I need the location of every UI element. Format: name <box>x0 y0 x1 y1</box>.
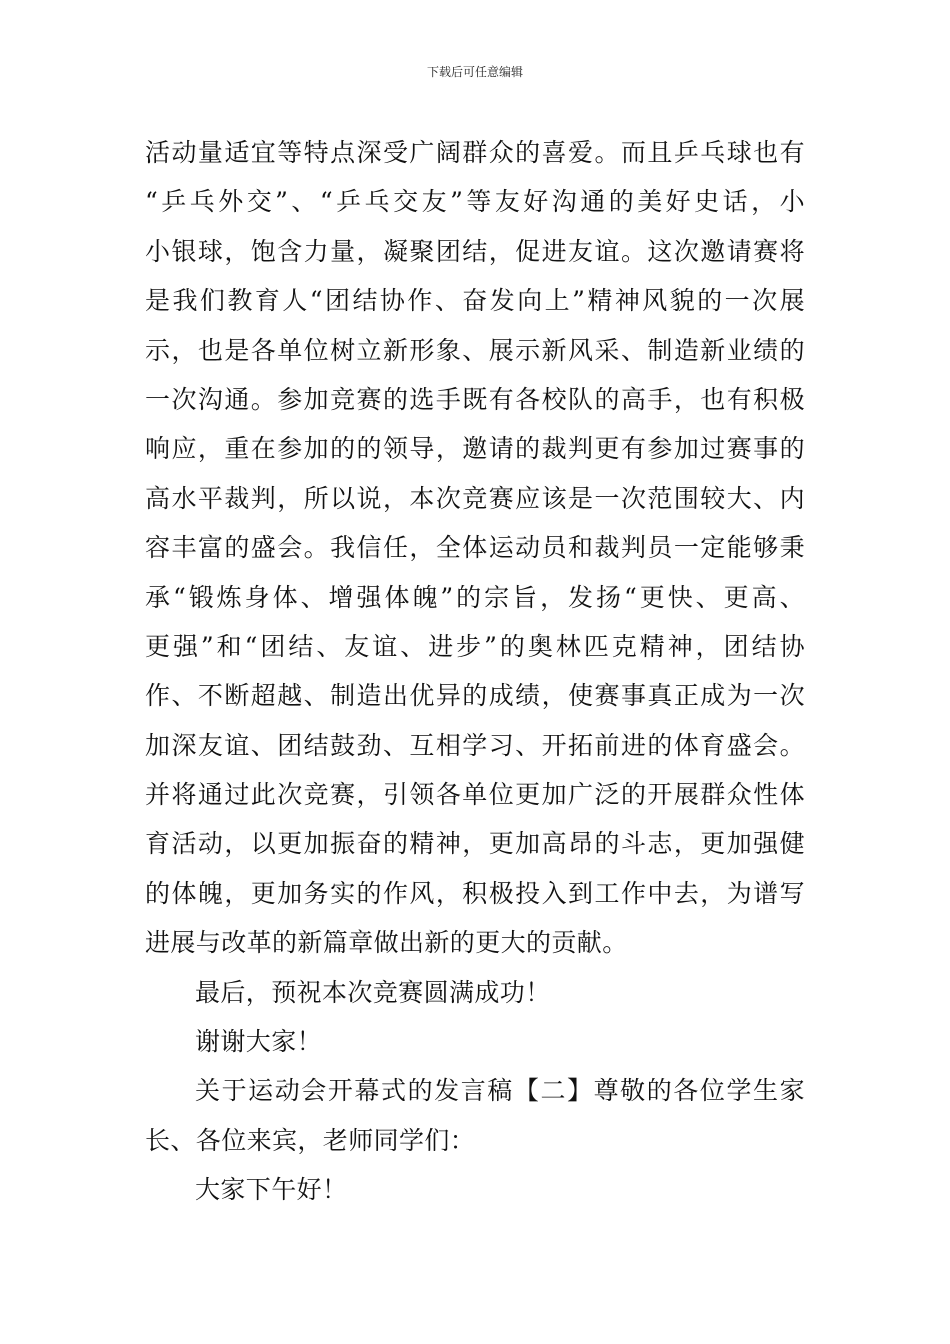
text-line: 长、各位来宾，老师同学们： <box>145 1125 476 1155</box>
text-line: “乒乓外交”、“乒乓交友”等友好沟通的美好史话，小 <box>145 187 805 217</box>
text-line: 育活动，以更加振奋的精神，更加高昂的斗志，更加强健 <box>145 829 805 859</box>
text-line: 的体魄，更加务实的作风，积极投入到工作中去，为谱写 <box>145 878 805 908</box>
text-line: 加深友谊、团结鼓劲、互相学习、开拓前进的体育盛会。 <box>145 730 805 760</box>
text-line: 活动量适宜等特点深受广阔群众的喜爱。而且乒乓球也有 <box>145 138 805 167</box>
page-header: 下载后可任意编辑 <box>426 65 523 79</box>
text-line: 小银球，饱含力量，凝聚团结，促进友谊。这次邀请赛将 <box>145 236 805 266</box>
text-line: 最后，预祝本次竞赛圆满成功！ <box>195 977 551 1007</box>
text-line: 并将通过此次竞赛，引领各单位更加广泛的开展群众性体 <box>145 780 805 810</box>
text-line: 一次沟通。参加竞赛的选手既有各校队的高手，也有积极 <box>145 384 805 414</box>
text-line: 承“锻炼身体、增强体魄”的宗旨，发扬“更快、更高、 <box>145 582 805 612</box>
text-line: 容丰富的盛会。我信任，全体运动员和裁判员一定能够秉 <box>145 533 805 563</box>
text-line: 是我们教育人“团结协作、奋发向上”精神风貌的一次展 <box>145 286 805 316</box>
text-line: 谢谢大家！ <box>195 1027 323 1057</box>
text-line: 关于运动会开幕式的发言稿【二】尊敬的各位学生家 <box>195 1076 805 1106</box>
document-body <box>145 128 805 1215</box>
text-line: 作、不断超越、制造出优异的成绩，使赛事真正成为一次 <box>145 681 805 711</box>
text-line: 高水平裁判，所以说，本次竞赛应该是一次范围较大、内 <box>145 483 805 513</box>
text-line: 示，也是各单位树立新形象、展示新风采、制造新业绩的 <box>145 335 805 365</box>
text-line: 进展与改革的新篇章做出新的更大的贡献。 <box>145 928 628 958</box>
text-line: 更强”和“团结、友谊、进步”的奥林匹克精神，团结协 <box>145 631 805 661</box>
text-line: 响应，重在参加的的领导，邀请的裁判更有参加过赛事的 <box>145 434 805 464</box>
text-line: 大家下午好！ <box>195 1175 348 1205</box>
